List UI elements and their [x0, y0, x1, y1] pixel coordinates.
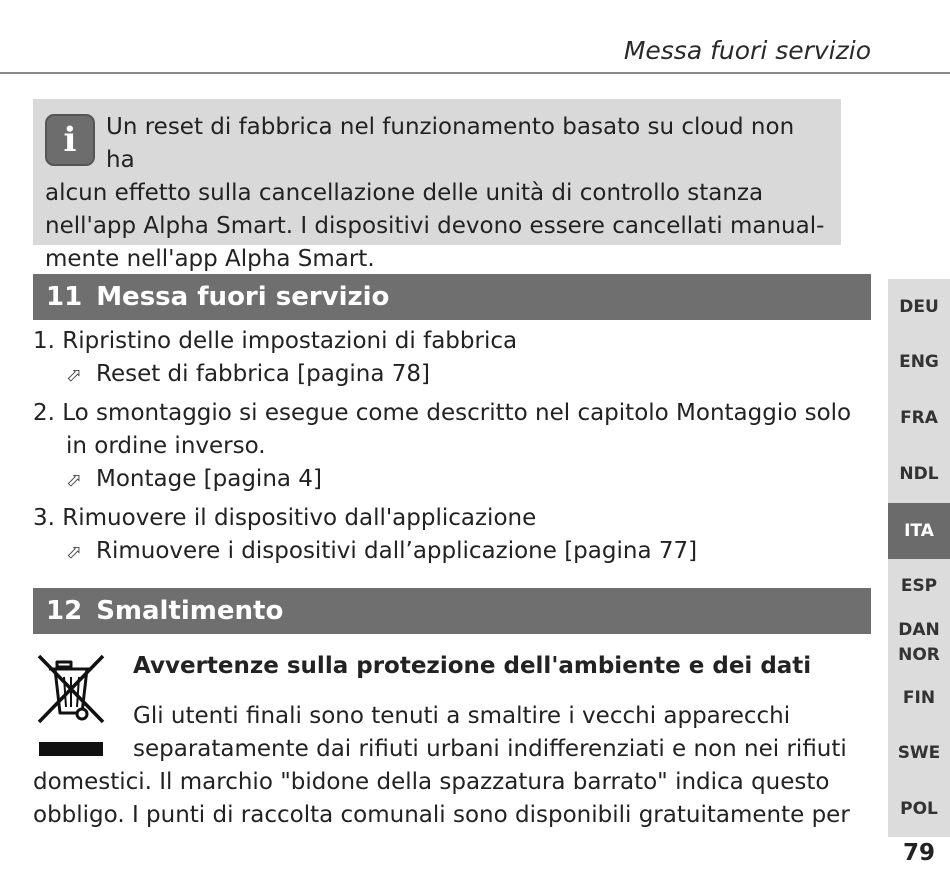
step-list [33, 325, 873, 574]
language-tab-deu[interactable]: DEU [899, 297, 939, 317]
disposal-body [33, 700, 873, 832]
language-tab-fin[interactable]: FIN [902, 688, 936, 708]
step-text: Rimuovere il dispositivo dall'applicazione [62, 505, 537, 531]
note-line: Un reset di fabbrica nel funzionamento basato su cloud non ha [106, 114, 795, 173]
step-number: 2. [33, 400, 55, 426]
disposal-line: separatamente dai rifiuti urbani indifferenziati e non nei rifiuti [133, 736, 847, 762]
link-arrow-icon: ⬀ [66, 541, 82, 563]
cross-reference-text: Reset di fabbrica [pagina 78] [96, 361, 431, 387]
disposal-line: Gli utenti finali sono tenuti a smaltire i vecchi apparecchi [133, 703, 791, 729]
language-tab-pol[interactable]: POL [900, 799, 938, 819]
step-number: 1. [33, 328, 55, 354]
step-text: Lo smontaggio si esegue come descritto nel capitolo Montaggio solo [62, 400, 852, 426]
disposal-line: obbligo. I punti di raccolta comunali sono disponibili gratuitamente per [33, 802, 850, 828]
page-number: 79 [902, 840, 935, 866]
step-text: Ripristino delle impostazioni di fabbrica [62, 328, 518, 354]
cross-reference-link[interactable] [33, 535, 873, 569]
section-heading-12 [33, 588, 871, 634]
step-number: 3. [33, 505, 55, 531]
language-tab-ita[interactable]: ITA [888, 503, 950, 559]
disposal-subtitle: Avvertenze sulla protezione dell'ambiente e dei dati [133, 653, 812, 679]
cross-reference-text: Rimuovere i dispositivi dall’applicazione [pagina 77] [96, 538, 698, 564]
language-tab-fra[interactable]: FRA [900, 408, 938, 428]
disposal-line: domestici. Il marchio "bidone della spazzatura barrato" indica questo [33, 769, 830, 795]
cross-reference-text: Montage [pagina 4] [96, 466, 322, 492]
language-tabs [888, 279, 950, 837]
language-tab-eng[interactable]: ENG [899, 352, 939, 372]
note-line: alcun effetto sulla cancellazione delle unità di controllo stanza [45, 180, 764, 206]
language-tab-swe[interactable]: SWE [897, 743, 941, 763]
section-title: Smaltimento [96, 596, 284, 626]
section-number: 12 [46, 596, 83, 626]
step-item [33, 502, 873, 569]
step-item [33, 397, 873, 497]
cross-reference-link[interactable] [33, 358, 873, 392]
section-number: 11 [46, 282, 83, 312]
info-icon: i [45, 114, 95, 166]
language-tab-ndl[interactable]: NDL [899, 464, 939, 484]
note-line: nell'app Alpha Smart. I dispositivi devono essere cancellati manual- [45, 213, 825, 239]
running-head-title: Messa fuori servizio [623, 36, 871, 65]
language-tab-dan[interactable]: DAN [898, 620, 940, 640]
note-line: mente nell'app Alpha Smart. [45, 246, 375, 272]
info-note [33, 99, 841, 272]
header-rule [0, 72, 950, 74]
section-title: Messa fuori servizio [96, 282, 390, 312]
link-arrow-icon: ⬀ [66, 469, 82, 491]
step-item [33, 325, 873, 392]
language-tab-esp[interactable]: ESP [900, 576, 938, 596]
link-arrow-icon: ⬀ [66, 364, 82, 386]
step-text-continued: in ordine inverso. [66, 433, 266, 459]
cross-reference-link[interactable] [33, 463, 873, 497]
language-tab-nor[interactable]: NOR [898, 645, 940, 665]
section-heading-11 [33, 274, 871, 320]
